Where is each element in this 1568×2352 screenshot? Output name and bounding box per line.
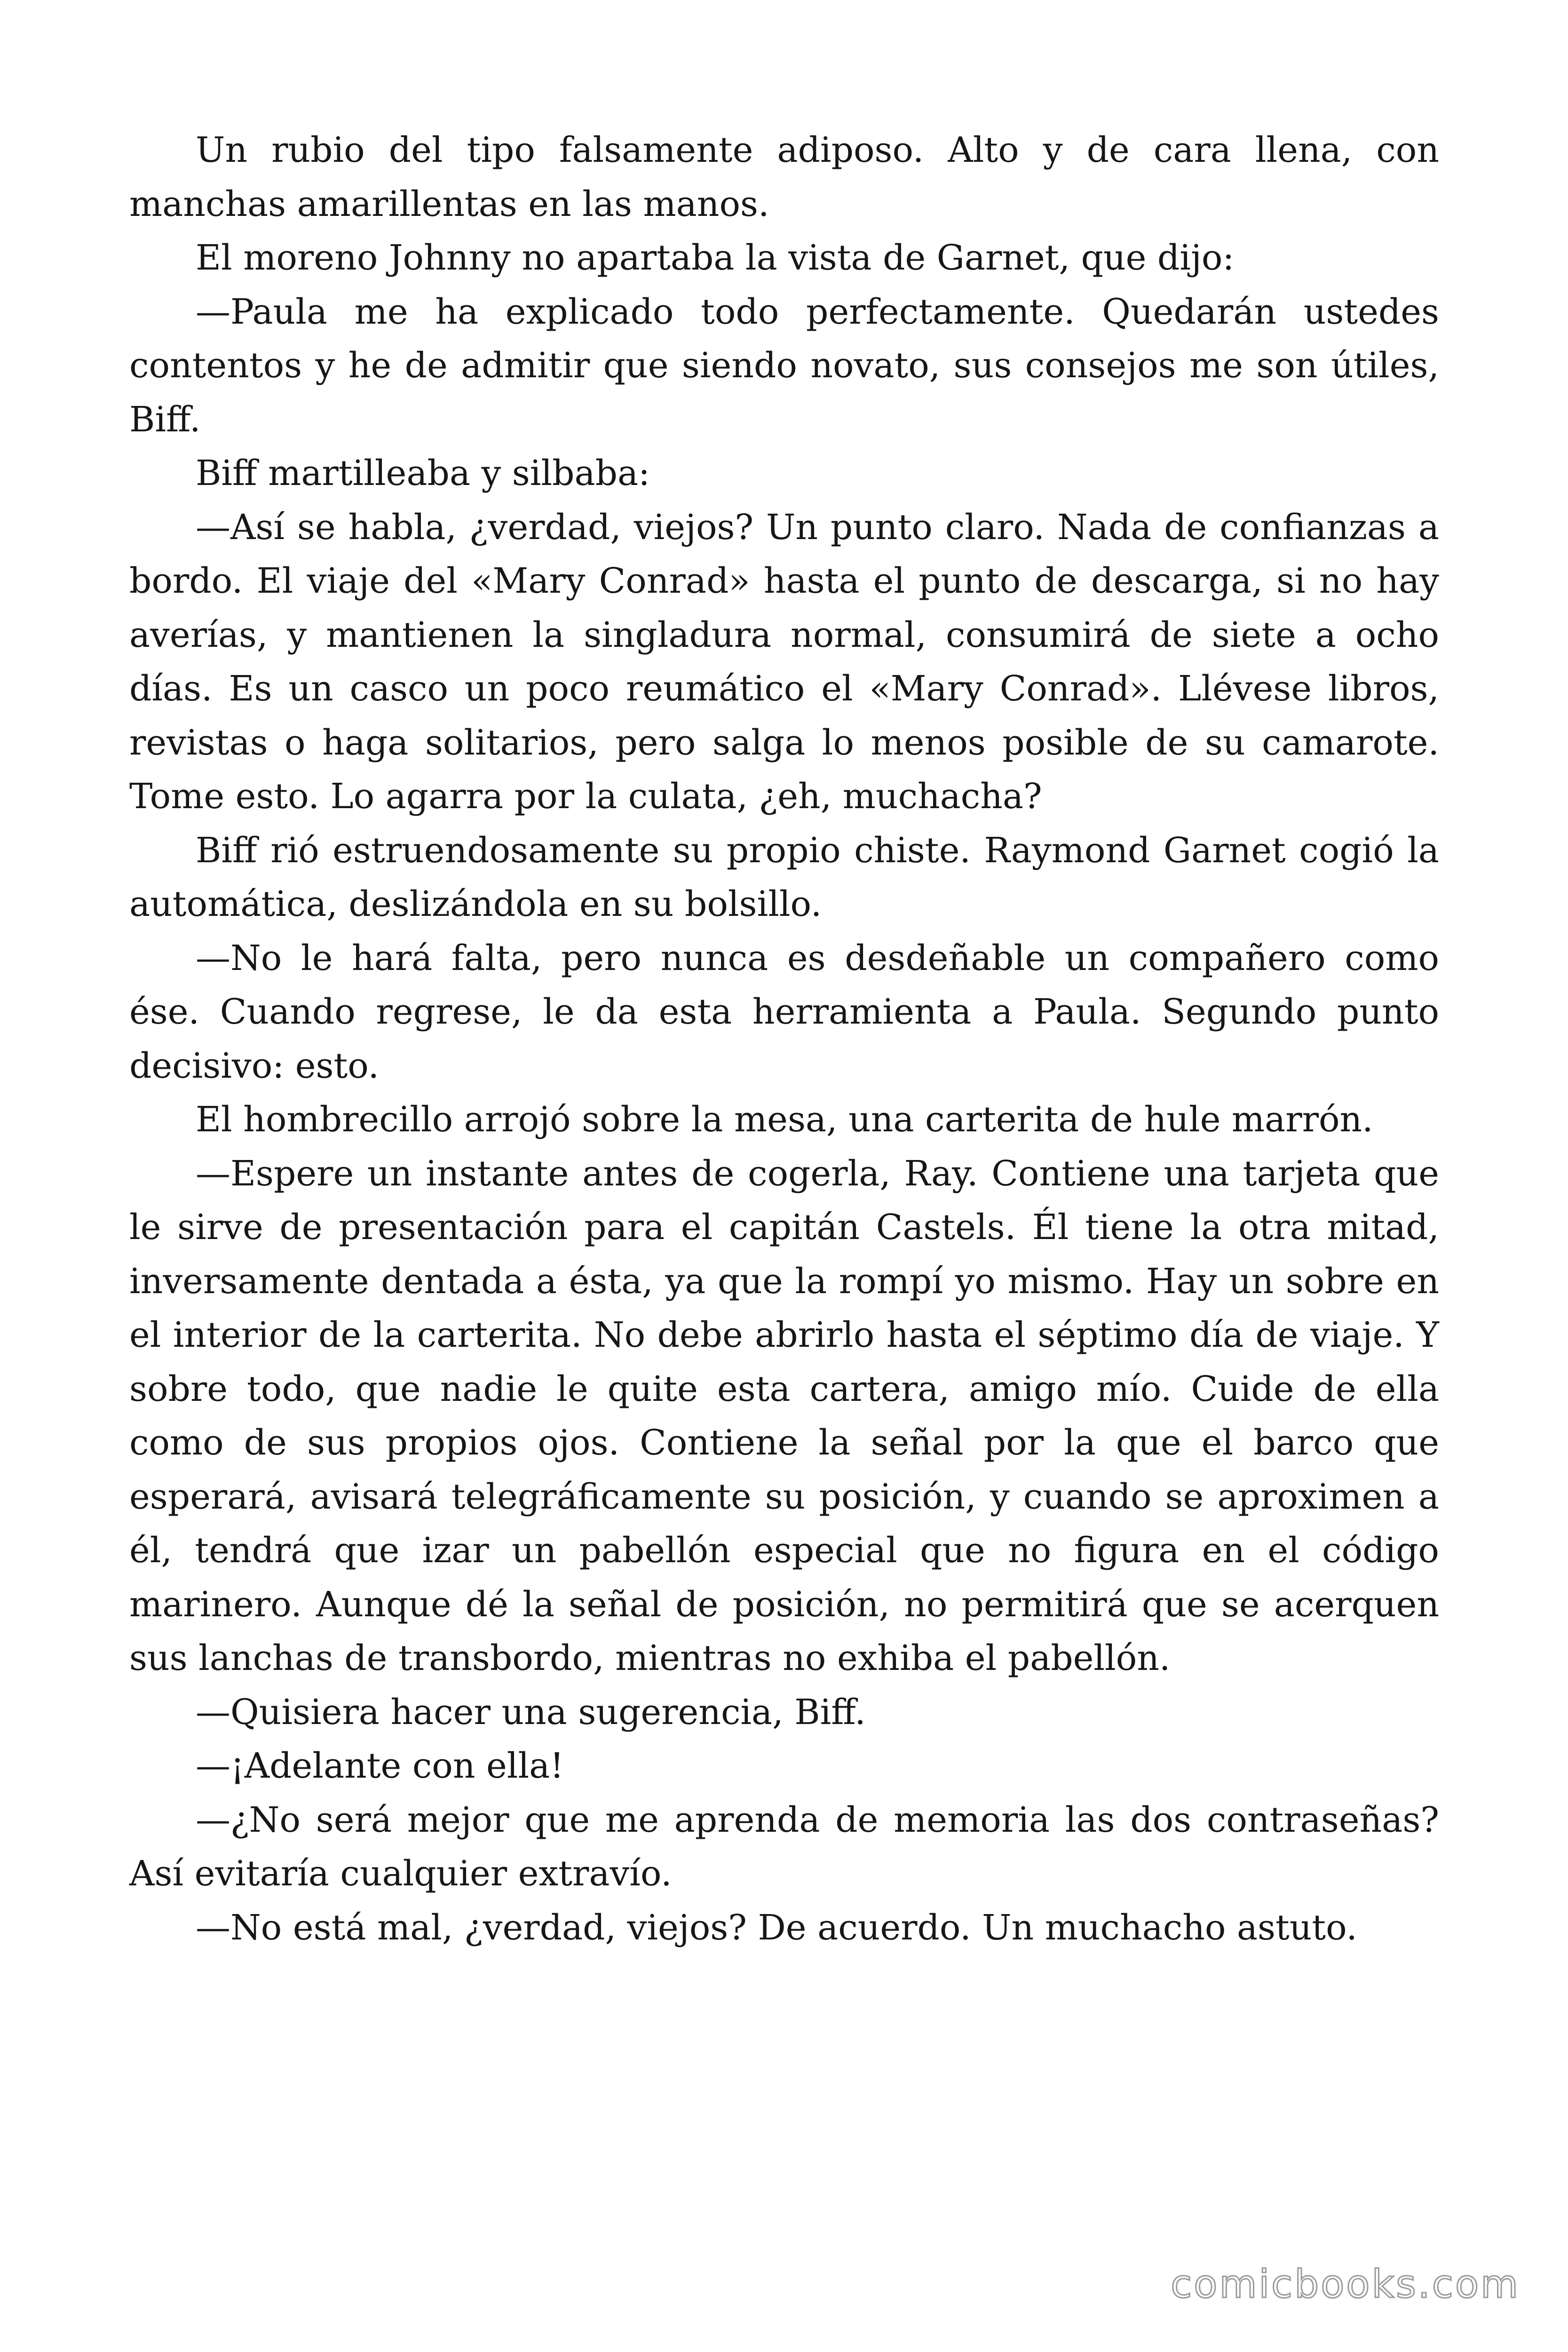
paragraph: Biff rió estruendosamente su propio chiste. Raymond Garnet cogió la automática, deslizándola en su bolsillo. xyxy=(129,830,1439,924)
paragraph: Biff martilleaba y silbaba: xyxy=(196,453,650,493)
paragraph: —Quisiera hacer una sugerencia, Biff. xyxy=(196,1692,866,1732)
paragraph: —¡Adelante con ella! xyxy=(196,1746,564,1786)
paragraph: —Paula me ha explicado todo perfectamente. Quedarán ustedes contentos y he de admitir que siendo novato, sus consejos me son útiles, Biff. xyxy=(129,291,1439,440)
paragraph: El hombrecillo arrojó sobre la mesa, una carterita de hule marrón. xyxy=(196,1099,1373,1140)
paragraph: Un rubio del tipo falsamente adiposo. Alto y de cara llena, con manchas amarillentas en las manos. xyxy=(129,130,1439,224)
paragraph: —Espere un instante antes de cogerla, Ray. Contiene una tarjeta que le sirve de presentación para el capitán Castels. Él tiene la otra mitad, inversamente dentada a ésta, ya que la rompí yo mismo. Hay un sobre en el interior de la carterita. No debe abrirlo hasta el séptimo día de viaje. Y sobre todo, que nadie le quite esta cartera, amigo mío. Cuide de ella como de sus propios ojos. Contiene la señal por la que el barco que esperará, avisará telegráficamente su posición, y cuando se aproximen a él, tendrá que izar un pabellón especial que no figura en el código marinero. Aunque dé la señal de posición, no permitirá que se acerquen sus lanchas de transbordo, mientras no exhiba el pabellón. xyxy=(129,1153,1439,1678)
paragraph: —No le hará falta, pero nunca es desdeñable un compañero como ése. Cuando regrese, le da esta herramienta a Paula. Segundo punto decisivo: esto. xyxy=(129,938,1439,1086)
paragraph: El moreno Johnny no apartaba la vista de Garnet, que dijo: xyxy=(196,238,1235,278)
page-body xyxy=(129,123,1439,1955)
paragraph: —No está mal, ¿verdad, viejos? De acuerdo. Un muchacho astuto. xyxy=(196,1907,1357,1948)
paragraph: —Así se habla, ¿verdad, viejos? Un punto claro. Nada de confianzas a bordo. El viaje del «Mary Conrad» hasta el punto de descarga, si no hay averías, y mantienen la singladura normal, consumirá de siete a ocho días. Es un casco un poco reumático el «Mary Conrad». Llévese libros, revistas o haga solitarios, pero salga lo menos posible de su camarote. Tome esto. Lo agarra por la culata, ¿eh, muchacha? xyxy=(129,507,1439,817)
paragraph: —¿No será mejor que me aprenda de memoria las dos contraseñas? Así evitaría cualquier extravío. xyxy=(129,1799,1439,1894)
site-watermark: comicbooks.com xyxy=(1171,2262,1520,2307)
